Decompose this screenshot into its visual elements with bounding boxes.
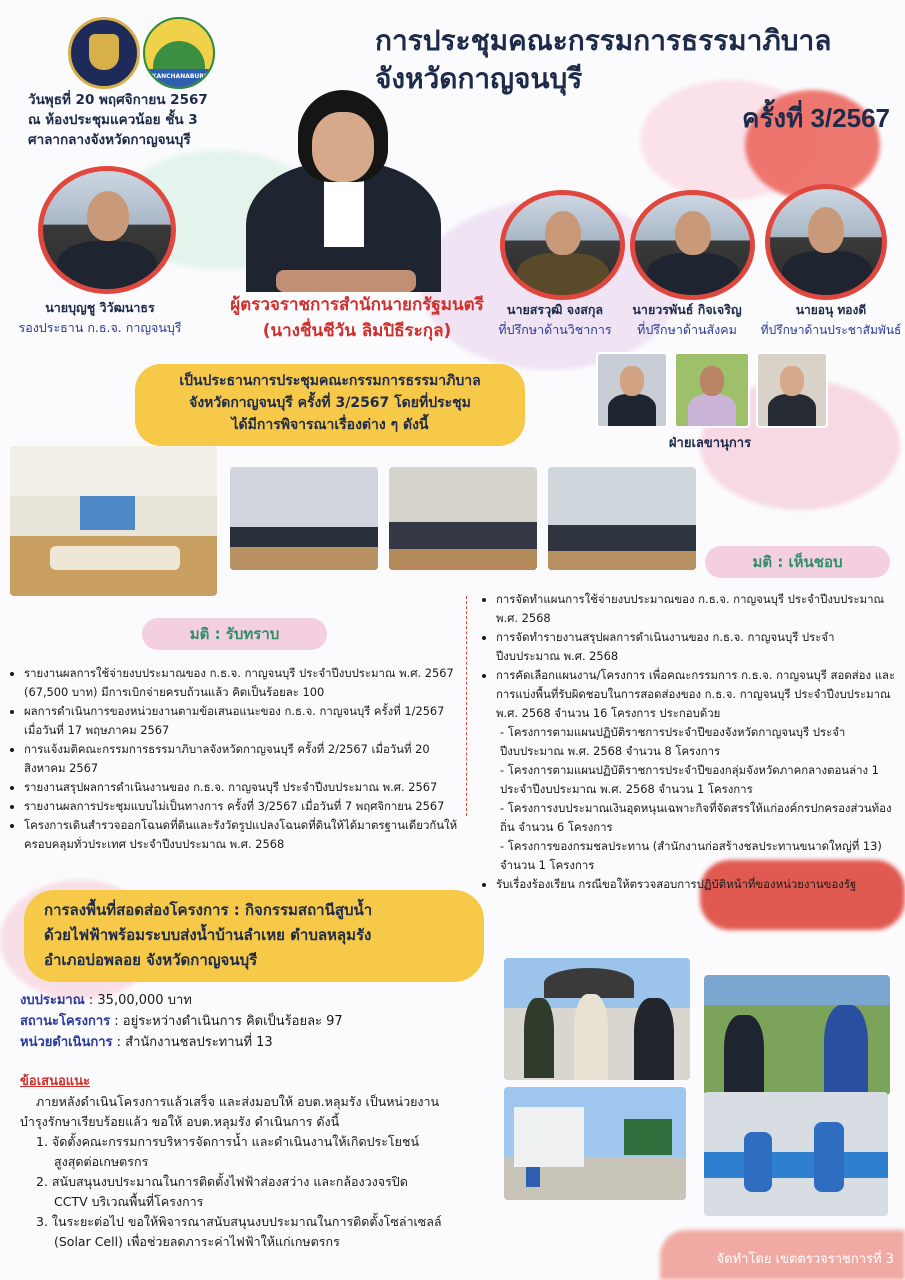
budget-value: : 35,00,000 บาท — [88, 993, 192, 1008]
approved-subitem: - โครงการตามแผนปฏิบัติราชการประจำปีของจังหวัดกาญจนบุรี ประจำปีงบประมาณ พ.ศ. 2568 จำนวน 8 โครงการ — [500, 725, 846, 758]
acknowledged-item: • ผลการดำเนินการของหน่วยงานตามข้อเสนอแนะของ ก.ธ.จ. กาญจนบุรี ครั้งที่ 1/2567 เมื่อวันที่ 17 พฤษภาคม 2567 — [24, 702, 458, 740]
status-label: สถานะโครงการ — [20, 1014, 111, 1029]
project-line-2: ด้วยไฟฟ้าพร้อมระบบส่งน้ำบ้านลำเหย ตำบลหลุมรัง — [44, 926, 372, 944]
advisor-social-photo — [630, 190, 755, 300]
suggest-item-3: 3. ในระยะต่อไป ขอให้พิจารณาสนับสนุนงบประมาณในการติดตั้งโซล่าเซลล์ — [36, 1214, 442, 1229]
meeting-photo-4 — [548, 467, 696, 570]
approved-item — [496, 666, 898, 875]
suggest-item-2: 2. สนับสนุนงบประมาณในการติดตั้งไฟฟ้าส่องสว่าง และกล้องวงจรปิด — [36, 1174, 408, 1189]
acknowledged-item: • รายงานสรุปผลการดำเนินงานของ ก.ธ.จ. กาญจนบุรี ประจำปีงบประมาณ พ.ศ. 2567 — [24, 778, 458, 797]
project-box — [24, 890, 484, 982]
meeting-number: ครั้งที่ 3/2567 — [742, 103, 890, 133]
budget-row — [20, 990, 490, 1011]
acknowledged-list — [6, 664, 458, 854]
advisor-academic-photo — [500, 190, 625, 300]
chair-title: ผู้ตรวจราชการสำนักนายกรัฐมนตรี — [230, 295, 484, 315]
advisor-academic-name: นายสรวุฒิ จงสกุล — [506, 302, 604, 317]
acknowledged-item: • การแจ้งมติคณะกรรมการธรรมาภิบาลจังหวัดกาญจนบุรี ครั้งที่ 2/2567 เมื่อวันที่ 20 สิงหาคม 2567 — [24, 740, 458, 778]
suggestions — [20, 1072, 500, 1252]
vice-chair-caption — [10, 298, 190, 338]
unit-row — [20, 1032, 490, 1053]
suggest-item-2-cont: CCTV บริเวณพื้นที่โครงการ — [54, 1194, 204, 1209]
acknowledged-item: • รายงานผลการใช้จ่ายงบประมาณของ ก.ธ.จ. กาญจนบุรี ประจำปีงบประมาณ พ.ศ. 2567 (67,500 บาท) มีการเบิกจ่ายครบถ้วนแล้ว คิดเป็นร้อยละ 100 — [24, 664, 458, 702]
site-photo-4 — [704, 1092, 888, 1216]
chair-photo — [236, 82, 451, 292]
project-line-1: การลงพื้นที่สอดส่องโครงการ : กิจกรรมสถานีสูบน้ำ — [44, 901, 373, 919]
meeting-place: ณ ห้องประชุมแควน้อย ชั้น 3 — [28, 112, 198, 128]
acknowledged-heading: มติ : รับทราบ — [142, 618, 327, 650]
meeting-room-photo — [10, 446, 217, 596]
intro-line-1: เป็นประธานการประชุมคณะกรรมการธรรมาภิบาล — [179, 373, 481, 389]
approved-item: • การจัดทำแผนการใช้จ่ายงบประมาณของ ก.ธ.จ. กาญจนบุรี ประจำปีงบประมาณ พ.ศ. 2568 — [496, 590, 898, 628]
secretariat-photo-3 — [756, 352, 828, 428]
meeting-photo-3 — [389, 467, 537, 570]
vice-chair-photo — [38, 166, 176, 294]
advisor-pr-caption — [758, 300, 904, 340]
province-logo — [143, 17, 215, 89]
secretariat-photo-2 — [674, 352, 750, 428]
project-line-3: อำเภอบ่อพลอย จังหวัดกาญจนบุรี — [44, 951, 258, 969]
vice-chair-name: นายบุญชู วิวัฒนาธร — [45, 300, 155, 315]
meeting-info — [28, 90, 268, 150]
approved-item: • รับเรื่องร้องเรียน กรณีขอให้ตรวจสอบการปฏิบัติหน้าที่ของหน่วยงานของรัฐ — [496, 875, 898, 894]
approved-heading: มติ : เห็นชอบ — [705, 546, 890, 578]
suggest-intro-2: บำรุงรักษาเรียบร้อยแล้ว ขอให้ อบต.หลุมรัง ดำเนินการ ดังนี้ — [20, 1114, 340, 1129]
province-logo-text: KANCHANABURI — [151, 73, 207, 80]
title-line-2: จังหวัดกาญจนบุรี — [375, 63, 583, 94]
meeting-date: วันพุธที่ 20 พฤศจิกายน 2567 — [28, 92, 208, 108]
meeting-building: ศาลากลางจังหวัดกาญจนบุรี — [28, 132, 191, 148]
intro-box — [135, 364, 525, 446]
advisor-social-name: นายวรพันธ์ กิจเจริญ — [632, 302, 742, 317]
secretariat-photo-1 — [596, 352, 668, 428]
approved-subitem: - โครงการตามแผนปฏิบัติราชการประจำปีของกลุ่มจังหวัดภาคกลางตอนล่าง 1 ประจำปีงบประมาณ พ.ศ. 2568 จำนวน 1 โครงการ — [500, 763, 879, 796]
title-line-1: การประชุมคณะกรรมการธรรมาภิบาล — [375, 25, 832, 56]
site-photo-1 — [504, 958, 690, 1080]
status-row — [20, 1011, 490, 1032]
suggest-item-1: 1. จัดตั้งคณะกรรมการบริหารจัดการน้ำ และดำเนินงานให้เกิดประโยชน์ — [36, 1134, 420, 1149]
suggest-heading: ข้อเสนอแนะ — [20, 1074, 91, 1089]
suggest-item-1-cont: สูงสุดต่อเกษตรกร — [54, 1154, 149, 1169]
meeting-photo-2 — [230, 467, 378, 570]
section-divider — [466, 596, 467, 816]
advisor-academic-role: ที่ปรึกษาด้านวิชาการ — [498, 322, 612, 337]
suggest-item-3-cont: (Solar Cell) เพื่อช่วยลดภาระค่าไฟฟ้าให้แก่เกษตรกร — [54, 1234, 340, 1249]
footer-credit: จัดทำโดย เขตตรวจราชการที่ 3 — [716, 1252, 894, 1267]
unit-value: : สำนักงานชลประทานที่ 13 — [116, 1035, 273, 1050]
intro-line-3: ได้มีการพิจารณาเรื่องต่าง ๆ ดังนี้ — [231, 417, 429, 433]
advisor-social-caption — [612, 300, 762, 340]
budget-label: งบประมาณ — [20, 993, 85, 1008]
advisor-pr-photo — [765, 184, 887, 300]
seal-logo — [68, 17, 140, 89]
approved-list — [478, 590, 898, 894]
unit-label: หน่วยดำเนินการ — [20, 1035, 113, 1050]
vice-chair-role: รองประธาน ก.ธ.จ. กาญจนบุรี — [18, 320, 182, 335]
advisor-social-role: ที่ปรึกษาด้านสังคม — [637, 322, 737, 337]
secretariat-label: ฝ่ายเลขานุการ — [668, 436, 752, 451]
acknowledged-item: • รายงานผลการประชุมแบบไม่เป็นทางการ ครั้งที่ 3/2567 เมื่อวันที่ 7 พฤศจิกายน 2567 — [24, 797, 458, 816]
advisor-pr-role: ที่ปรึกษาด้านประชาสัมพันธ์ — [760, 323, 902, 337]
chair-name: (นางชื่นชีวัน ลิมปิธีระกุล) — [262, 321, 452, 341]
approved-item: • การจัดทำรายงานสรุปผลการดำเนินงานของ ก.ธ.จ. กาญจนบุรี ประจำปีงบประมาณ พ.ศ. 2568 — [496, 628, 898, 666]
site-photo-2 — [704, 975, 890, 1095]
project-details — [20, 990, 490, 1053]
advisor-pr-name: นายอนุ ทองดี — [795, 303, 867, 317]
status-value: : อยู่ระหว่างดำเนินการ คิดเป็นร้อยละ 97 — [114, 1014, 343, 1029]
approved-subitem: - โครงการงบประมาณเงินอุดหนุนเฉพาะกิจที่จัดสรรให้แก่องค์กรปกครองส่วนท้องถิ่น จำนวน 6 โครงการ — [500, 801, 892, 834]
site-photo-3 — [504, 1087, 686, 1200]
suggest-intro-1: ภายหลังดำเนินโครงการแล้วเสร็จ และส่งมอบให้ อบต.หลุมรัง เป็นหน่วยงาน — [36, 1094, 440, 1109]
acknowledged-item: • โครงการเดินสำรวจออกโฉนดที่ดินและรังวัดรูปแปลงโฉนดที่ดินให้ได้มาตรฐานเดียวกันให้ครอบคลุมทั่วประเทศ ประจำปีงบประมาณ พ.ศ. 2568 — [24, 816, 458, 854]
intro-line-2: จังหวัดกาญจนบุรี ครั้งที่ 3/2567 โดยที่ประชุม — [189, 395, 471, 411]
approved-subitem: - โครงการของกรมชลประทาน (สำนักงานก่อสร้างชลประทานขนาดใหญ่ที่ 13) จำนวน 1 โครงการ — [500, 839, 882, 872]
page-title — [375, 22, 895, 98]
approved-item-text: การคัดเลือกแผนงาน/โครงการ เพื่อคณะกรรมการ ก.ธ.จ. กาญจนบุรี สอดส่อง และการแบ่งพื้นที่รับผิดชอบในการสอดส่องของ ก.ธ.จ. กาญจนบุรี ประจำปีงบประมาณ พ.ศ. 2568 จำนวน 16 โครงการ ประกอบด้วย — [496, 668, 896, 720]
